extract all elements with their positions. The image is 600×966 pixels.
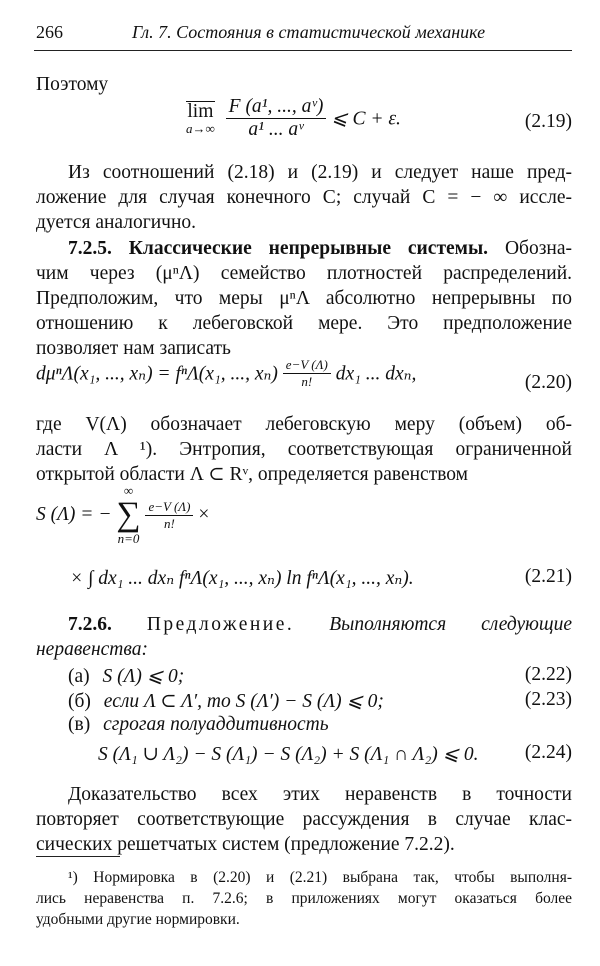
rhs-2-19: ⩽ C + ε. (331, 108, 401, 130)
fraction-2-21: $\frac{e-V (\Lambda)}{n!}$ (145, 499, 193, 532)
lhs-2-21: S (Λ) = − (36, 504, 112, 525)
header-rule (34, 50, 572, 51)
equation-2-21-line1 (36, 484, 209, 546)
equation-2-19 (186, 96, 401, 141)
equation-number-2-21: (2.21) (524, 566, 572, 587)
item-label: (б) (68, 691, 91, 712)
sum-operator: ∞ ∑ n=0 (116, 483, 141, 546)
equation-number-2-23: (2.23) (524, 689, 572, 710)
equation-number-2-24: (2.24) (524, 742, 572, 763)
text-line: где V(Λ) обозначает лебеговскую меру (объем) об- (36, 414, 572, 435)
text-line: дуется аналогично. (36, 212, 197, 233)
paragraph-where (36, 412, 572, 487)
limsup-operator: lim a→∞ (186, 101, 215, 136)
equation-2-24: S (Λ₁ ∪ Λ₂) − S (Λ₁) − S (Λ₂) + S (Λ₁ ∩ Λ₂) ⩽ 0. (98, 744, 479, 765)
footnote-line: ¹) Нормировка в (2.20) и (2.21) выбрана так, чтобы выполня- (68, 869, 572, 886)
text-line: ласти Λ ¹). Энтропия, соответствующая ограниченной (36, 439, 572, 460)
fraction-2-19: $\frac{\text{F (a¹, ..., aᵛ)}}{\text{a¹ ... aᵛ}}$ (226, 96, 327, 141)
running-title: Гл. 7. Состояния в статистической механике (132, 22, 486, 42)
proposition-statement: Выполняются следующие (329, 614, 573, 635)
equation-number-2-19: (2.19) (524, 111, 572, 132)
text-line: чим через (μⁿΛ) семейство плотностей распределений. (36, 263, 572, 284)
fraction-2-20: $\frac{e-V (\Lambda)}{n!}$ (283, 357, 331, 390)
proposition-statement-cont: неравенства: (36, 639, 148, 660)
equation-2-21-line2: × ∫ dx₁ ... dxₙ fⁿΛ(x₁, ..., xₙ) ln fⁿΛ(x₁, ..., xₙ). (70, 568, 414, 589)
text-line: Предположим, что меры μⁿΛ абсолютно непрерывны по (36, 288, 572, 309)
section-7-2-5 (36, 236, 572, 361)
equation-2-20 (36, 357, 416, 390)
item-text: если Λ ⊂ Λ′, то S (Λ′) − S (Λ) ⩽ 0; (103, 691, 384, 712)
item-label: (в) (68, 714, 91, 735)
text-line: позволяет нам записать (36, 338, 231, 359)
section-title: 7.2.5. Классические непрерывные системы. (68, 238, 489, 259)
running-header (36, 22, 572, 46)
item-text: сгрогая полуаддитивность (103, 714, 329, 735)
footnote-line: удобными другие нормировки. (36, 911, 240, 928)
text-line: открытой области Λ ⊂ Rᵛ, определяется равенством (36, 464, 469, 485)
rhs-2-20: dx₁ ... dxₙ, (335, 363, 417, 385)
proposition-line (36, 612, 572, 637)
proposition-number: 7.2.6. (68, 614, 112, 635)
text-line: повторяет соответствующие рассуждения в случае клас- (36, 809, 572, 830)
paragraph-proof (36, 782, 572, 857)
footnote-line: лись неравенства п. 7.2.6; в приложениях могут оказаться более (36, 890, 572, 907)
item-a (68, 664, 184, 688)
proposition-7-2-6 (36, 612, 572, 662)
text-line: сических решетчатых систем (предложение 7.2.2). (36, 834, 455, 855)
paragraph-conclusion (36, 160, 572, 235)
item-label: (а) (68, 666, 90, 687)
text-line: Доказательство всех этих неравенств в точности (68, 784, 572, 805)
item-text: S (Λ) ⩽ 0; (102, 666, 185, 687)
text-line: отношению к лебеговской мере. Это предположение (36, 313, 572, 334)
lhs-2-20: dμⁿΛ(x₁, ..., xₙ) = fⁿΛ(x₁, ..., xₙ) (36, 363, 278, 385)
footnote-rule (36, 856, 120, 857)
text-line: Из соотношений (2.18) и (2.19) и следует наше пред- (68, 162, 572, 183)
proposition-word: Предложение. (146, 614, 295, 635)
footnote (36, 867, 572, 930)
equation-number-2-20: (2.20) (524, 372, 572, 393)
text-fragment: Обозна- (504, 238, 572, 259)
section-heading-line (36, 236, 572, 261)
text-line: ложение для случая конечного C; случай C = − ∞ иссле- (36, 187, 572, 208)
item-c (68, 714, 329, 736)
item-b (68, 689, 384, 713)
page-number: 266 (36, 22, 63, 42)
times-sign: × (198, 504, 210, 525)
equation-number-2-22: (2.22) (524, 664, 572, 685)
paragraph-therefore: Поэтому (36, 74, 109, 95)
